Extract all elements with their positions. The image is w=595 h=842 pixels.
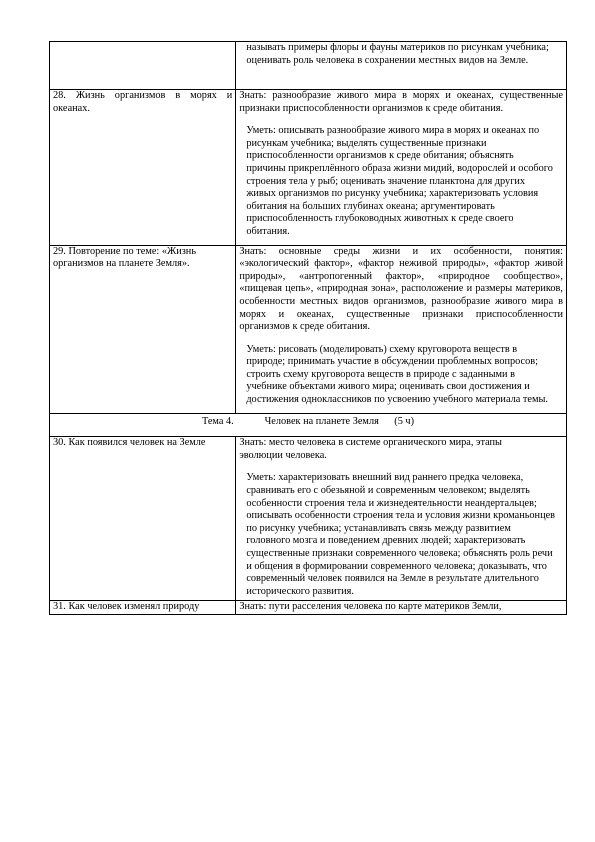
lesson-cell	[50, 42, 236, 90]
table-row	[50, 90, 567, 246]
topic-number: Тема 4.	[201, 415, 234, 427]
requirements-cell	[236, 245, 567, 413]
table-row	[50, 42, 567, 90]
know-text: Знать: пути расселения человека по карте материков Земли,	[239, 601, 502, 613]
lesson-cell: 30. Как появился человек на Земле	[50, 437, 236, 601]
requirements-cell	[236, 601, 567, 615]
know-text: Знать: разнообразие живого мира в морях и океанах, существенные признаки приспособленности организмов к среде обитания.	[239, 90, 563, 114]
requirements-cell	[236, 437, 567, 601]
table-row	[50, 437, 567, 601]
lesson-cell: 31. Как человек изменял природу	[50, 601, 236, 615]
able-text: называть примеры флоры и фауны материков по рисункам учебника; оценивать роль человека в сохранении местных видов на Земле.	[246, 42, 549, 66]
table-row	[50, 245, 567, 413]
able-text: Уметь: описывать разнообразие живого мира в морях и океанах по рисункам учебника; выделять существенные признаки приспособленности организмов к среде обитания; объяснять причины прикреплённого образа жизни мидий, водорослей и особого строения тела у рыб; оценивать значение планктона для других живых организмов по рисунку учебника; характеризовать условия обитания на больших глубинах океана; аргументировать приспособленность глубоководных животных к среде своего обитания.	[246, 125, 553, 237]
requirements-cell	[236, 42, 567, 90]
requirements-cell	[236, 90, 567, 246]
know-text: Знать: основные среды жизни и их особенности, понятия: «экологический фактор», «фактор неживой природы», «фактор живой природы», «антропогенный фактор», «природное сообщество», «пищевая цепь», «природная зона», расположение и размеры материков, особенности местных видов организмов, разнообразие живого мира в морях и океанах, существенные признаки приспособленности организмов к среде обитания.	[239, 245, 563, 333]
topic-hours: (5 ч)	[394, 415, 415, 427]
know-text: Знать: место человека в системе органического мира, этапы эволюции человека.	[239, 437, 502, 461]
topic-title: Человек на планете Земля	[264, 415, 379, 427]
able-text: Уметь: рисовать (моделировать) схему круговорота веществ в природе; принимать участие в обсуждении проблемных вопросов; строить схему круговорота веществ в природе с заданными в учебнике объектами живого мира; оценивать свои достижения и достижения одноклассников по усвоению учебного материала темы.	[246, 343, 548, 406]
able-text: Уметь: характеризовать внешний вид раннего предка человека, сравнивать его с обезьяной и современным человеком; выделять особенности строения тела и жизнедеятельности неандертальцев; описывать особенности строения тела и условия жизни кроманьонцев по рисунку учебника; устанавливать связь между развитием головного мозга и поведением древних людей; характеризовать существенные признаки современного человека; объяснять роль речи и общения в формировании современного человека; доказывать, что современный человек появился на Земле в результате длительного исторического развития.	[246, 472, 556, 597]
curriculum-table	[49, 41, 567, 615]
table-row	[50, 601, 567, 615]
topic-heading	[50, 413, 567, 437]
topic-heading-row	[50, 413, 567, 437]
lesson-cell: 28. Жизнь организмов в морях и океанах.	[50, 90, 236, 246]
lesson-cell: 29. Повторение по теме: «Жизнь организмов на планете Земля».	[50, 245, 236, 413]
